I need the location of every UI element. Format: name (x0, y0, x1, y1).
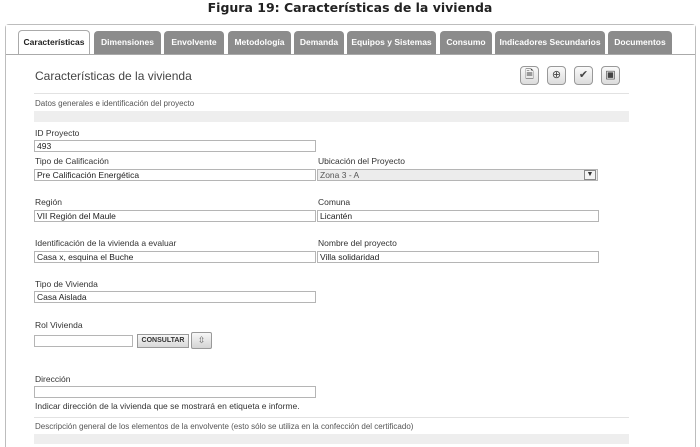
tab-documentos[interactable]: Documentos (608, 31, 672, 54)
tab-divider (6, 54, 695, 55)
tipo-calificacion-label: Tipo de Calificación (35, 156, 109, 166)
divider (34, 93, 629, 94)
rol-vivienda-label: Rol Vivienda (35, 320, 83, 330)
section-general-heading: Datos generales e identificación del proyecto (34, 97, 629, 111)
form-frame (5, 24, 696, 447)
tipo-calificacion-field[interactable]: Pre Calificación Energética (34, 169, 316, 181)
zoom-icon[interactable]: ⊕ (547, 66, 566, 85)
section-envolvente-bar (34, 434, 629, 444)
identificacion-label: Identificación de la vivienda a evaluar (35, 238, 177, 248)
tab-consumo[interactable]: Consumo (440, 31, 492, 54)
direccion-hint: Indicar dirección de la vivienda que se mostrará en etiqueta e informe. (35, 401, 300, 411)
tab-bar (6, 25, 695, 55)
chevron-down-icon[interactable]: ▼ (584, 170, 596, 180)
tipo-vivienda-field[interactable]: Casa Aislada (34, 291, 316, 303)
lookup-icon[interactable]: ⇳ (191, 332, 212, 349)
section-general-bar (34, 111, 629, 122)
save-icon[interactable]: ▣ (601, 66, 620, 85)
divider (34, 417, 629, 418)
tab-equipos-sistemas[interactable]: Equipos y Sistemas (347, 31, 436, 54)
identificacion-field[interactable]: Casa x, esquina el Buche (34, 251, 316, 263)
section-envolvente-heading: Descripción general de los elementos de la envolvente (esto sólo se utiliza en la confección del certificado) (34, 420, 629, 434)
comuna-label: Comuna (318, 197, 351, 207)
figure-caption: Figura 19: Características de la vivienda (207, 0, 493, 15)
id-proyecto-field[interactable]: 493 (34, 140, 316, 152)
tab-demanda[interactable]: Demanda (294, 31, 344, 54)
tab-dimensiones[interactable]: Dimensiones (94, 31, 161, 54)
direccion-label: Dirección (35, 374, 71, 384)
page-title: Características de la vivienda (35, 69, 192, 83)
tab-caracteristicas[interactable]: Características (18, 30, 90, 55)
ubicacion-select[interactable] (317, 169, 598, 181)
tab-indicadores-secundarios[interactable]: Indicadores Secundarios (495, 31, 605, 54)
check-icon[interactable]: ✔ (574, 66, 593, 85)
nombre-proyecto-label: Nombre del proyecto (318, 238, 397, 248)
comuna-field[interactable]: Licantén (317, 210, 599, 222)
id-proyecto-label: ID Proyecto (35, 128, 80, 138)
ubicacion-value: Zona 3 - A (320, 170, 360, 180)
ubicacion-label: Ubicación del Proyecto (318, 156, 405, 166)
region-label: Región (35, 197, 62, 207)
tab-envolvente[interactable]: Envolvente (164, 31, 224, 54)
consultar-button[interactable]: CONSULTAR (137, 334, 189, 348)
preview-document-icon[interactable]: 🗎 (520, 66, 539, 85)
tipo-vivienda-label: Tipo de Vivienda (35, 279, 98, 289)
rol-vivienda-field[interactable] (34, 335, 133, 347)
direccion-field[interactable] (34, 386, 316, 398)
tab-metodologia[interactable]: Metodología (228, 31, 291, 54)
region-field[interactable]: VII Región del Maule (34, 210, 316, 222)
nombre-proyecto-field[interactable]: Villa solidaridad (317, 251, 599, 263)
